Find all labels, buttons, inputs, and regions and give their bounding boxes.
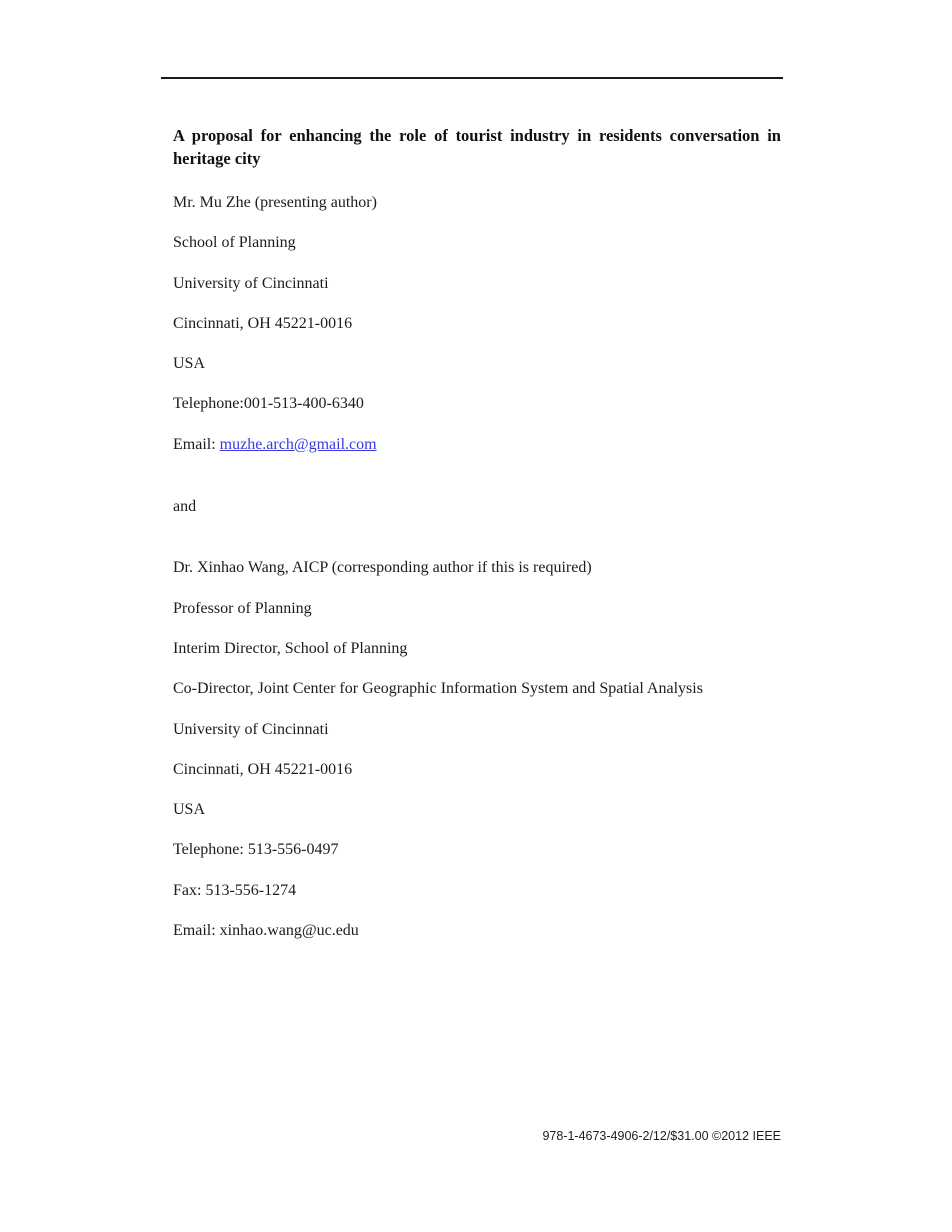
paper-title-line-2: heritage city	[173, 149, 261, 168]
author1-city-zip: Cincinnati, OH 45221-0016	[173, 314, 353, 332]
paper-title	[173, 124, 781, 170]
author1-university: University of Cincinnati	[173, 274, 329, 292]
header-rule	[161, 77, 783, 79]
copyright-notice: 978-1-4673-4906-2/12/$31.00 ©2012 IEEE	[542, 1129, 781, 1143]
paper-title-line-1: A proposal for enhancing the role of tourist industry in residents conversation in	[173, 126, 781, 145]
author1-email-link[interactable]: muzhe.arch@gmail.com	[219, 435, 377, 453]
author1-email-line	[173, 434, 781, 455]
author2-position: Professor of Planning	[173, 599, 312, 617]
author1-name: Mr. Mu Zhe (presenting author)	[173, 194, 377, 211]
author2-role1: Interim Director, School of Planning	[173, 639, 408, 657]
author1-department: School of Planning	[173, 234, 296, 252]
author2-university: University of Cincinnati	[173, 720, 329, 738]
content-area	[173, 124, 781, 960]
author2-email: Email: xinhao.wang@uc.edu	[173, 922, 359, 940]
author1-telephone: Telephone:001-513-400-6340	[173, 395, 364, 413]
author2-name: Dr. Xinhao Wang, AICP (corresponding author if this is required)	[173, 559, 592, 577]
author-connector: and	[173, 497, 197, 515]
author2-fax: Fax: 513-556-1274	[173, 881, 297, 899]
author2-role2: Co-Director, Joint Center for Geographic Information System and Spatial Analysis	[173, 680, 703, 698]
author2-country: USA	[173, 801, 206, 819]
author2-telephone: Telephone: 513-556-0497	[173, 841, 339, 859]
author1-country: USA	[173, 355, 206, 373]
author2-city-zip: Cincinnati, OH 45221-0016	[173, 760, 353, 778]
author1-email-label: Email:	[173, 435, 220, 453]
